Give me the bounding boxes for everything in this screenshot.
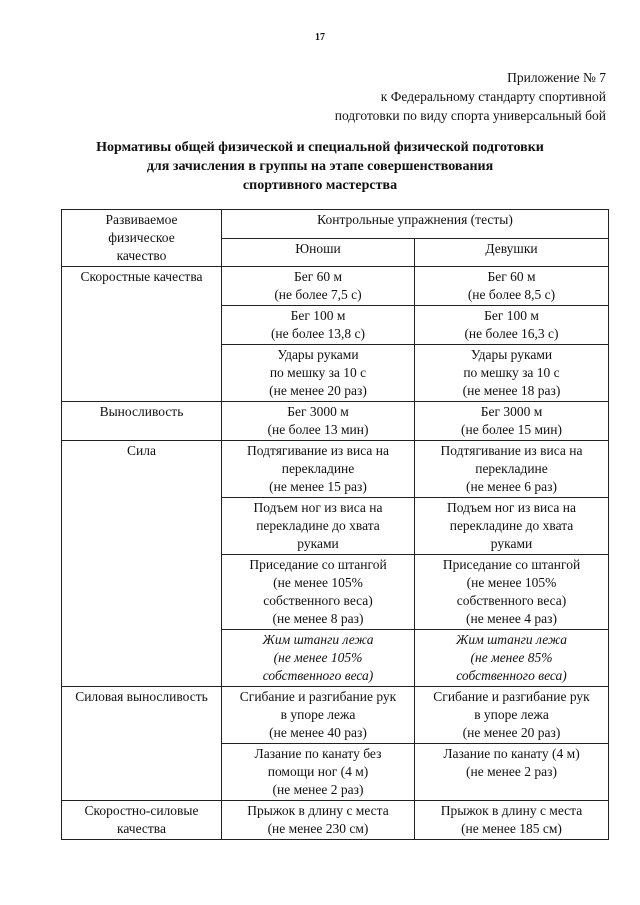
cell-line: помощи ног (4 м) xyxy=(267,764,369,779)
cell-line: в упоре лежа xyxy=(474,707,549,722)
quality-cell xyxy=(62,267,222,402)
cell-line: Приседание со штангой xyxy=(249,557,387,572)
cell-line: Лазание по канату без xyxy=(254,746,382,761)
table-row xyxy=(62,267,609,306)
cell-line: собственного веса) xyxy=(456,668,567,683)
appendix-line: к Федеральному стандарту спортивной xyxy=(380,89,606,104)
header-quality xyxy=(62,210,222,267)
girls-norm-cell xyxy=(415,801,609,840)
cell-line: (не менее 8 раз) xyxy=(272,611,364,626)
cell-line: собственного веса) xyxy=(456,593,567,608)
cell-line: (не менее 105% xyxy=(273,650,363,665)
cell-line: Бег 3000 м xyxy=(287,404,349,419)
cell-line: по мешку за 10 с xyxy=(463,365,560,380)
cell-line: Подъем ног из виса на xyxy=(253,500,383,515)
cell-line: Сгибание и разгибание рук xyxy=(433,689,590,704)
norms-table xyxy=(61,209,609,840)
cell-line: (не более 7,5 с) xyxy=(274,287,362,302)
cell-line: Силовая выносливость xyxy=(75,689,208,704)
girls-norm-cell xyxy=(415,630,609,687)
cell-line: (не более 8,5 с) xyxy=(467,287,556,302)
boys-norm-cell xyxy=(222,402,415,441)
cell-line: Бег 100 м xyxy=(484,308,539,323)
cell-line: собственного веса) xyxy=(262,668,374,683)
cell-line: Бег 60 м xyxy=(487,269,536,284)
header-tests: Контрольные упражнения (тесты) xyxy=(222,210,609,239)
title-line: спортивного мастерства xyxy=(242,178,398,193)
cell-line: Лазание по канату (4 м) xyxy=(443,746,580,761)
appendix-line: подготовки по виду спорта универсальный бой xyxy=(334,108,606,123)
boys-norm-cell xyxy=(222,801,415,840)
header-quality-line: качество xyxy=(116,248,167,263)
cell-line: Скоростно-силовые xyxy=(84,803,199,818)
girls-norm-cell xyxy=(415,441,609,498)
cell-line: перекладине до хвата xyxy=(256,518,380,533)
cell-line: (не менее 2 раз) xyxy=(272,782,364,797)
page-number: 17 xyxy=(315,32,325,43)
boys-norm-cell xyxy=(222,630,415,687)
quality-cell xyxy=(62,687,222,801)
girls-norm-cell xyxy=(415,555,609,630)
girls-norm-cell xyxy=(415,306,609,345)
appendix-heading xyxy=(335,68,606,125)
girls-norm-cell xyxy=(415,402,609,441)
table-row xyxy=(62,441,609,498)
cell-line: Выносливость xyxy=(99,404,184,419)
cell-line: (не менее 85% xyxy=(470,650,553,665)
cell-line: Жим штанги лежа xyxy=(455,632,568,647)
girls-norm-cell xyxy=(415,744,609,801)
appendix-line: Приложение № 7 xyxy=(507,70,606,85)
cell-line: Жим штанги лежа xyxy=(262,632,374,647)
cell-line: Приседание со штангой xyxy=(442,557,581,572)
quality-cell xyxy=(62,402,222,441)
cell-line: (не менее 15 раз) xyxy=(269,479,367,494)
cell-line: перекладине xyxy=(475,461,548,476)
header-quality-line: физическое xyxy=(108,230,175,245)
header-quality-line: Развиваемое xyxy=(105,212,178,227)
cell-line: (не менее 230 см) xyxy=(267,821,369,836)
cell-line: Подъем ног из виса на xyxy=(446,500,577,515)
table-row xyxy=(62,402,609,441)
cell-line: Подтягивание из виса на xyxy=(440,443,583,458)
cell-line: Удары руками xyxy=(470,347,553,362)
cell-line: Прыжок в длину с места xyxy=(247,803,389,818)
cell-line: Подтягивание из виса на xyxy=(247,443,389,458)
boys-norm-cell xyxy=(222,744,415,801)
cell-line: (не более 13,8 с) xyxy=(270,326,366,341)
cell-line: (не менее 185 см) xyxy=(461,821,562,836)
header-girls: Девушки xyxy=(415,238,609,267)
cell-line: (не более 13 мин) xyxy=(267,422,369,437)
cell-line: (не менее 6 раз) xyxy=(466,479,557,494)
table-row xyxy=(62,801,609,840)
quality-cell xyxy=(62,801,222,840)
quality-cell xyxy=(62,441,222,687)
girls-norm-cell xyxy=(415,687,609,744)
boys-norm-cell xyxy=(222,498,415,555)
cell-line: (не менее 105% xyxy=(466,575,557,590)
cell-line: (не менее 40 раз) xyxy=(269,725,367,740)
cell-line: (не более 16,3 с) xyxy=(464,326,559,341)
boys-norm-cell xyxy=(222,555,415,630)
cell-line: в упоре лежа xyxy=(280,707,356,722)
cell-line: собственного веса) xyxy=(263,593,373,608)
cell-line: по мешку за 10 с xyxy=(269,365,367,380)
norms-table-body xyxy=(62,210,609,840)
boys-norm-cell xyxy=(222,267,415,306)
title-line: для зачисления в группы на этапе совершенствования xyxy=(146,159,494,174)
boys-norm-cell xyxy=(222,306,415,345)
cell-line: Бег 3000 м xyxy=(480,404,543,419)
cell-line: руками xyxy=(490,536,533,551)
boys-norm-cell xyxy=(222,441,415,498)
cell-line: руками xyxy=(297,536,339,551)
title-line: Нормативы общей физической и специальной физической подготовки xyxy=(96,140,544,155)
cell-line: (не менее 20 раз) xyxy=(269,383,367,398)
boys-norm-cell xyxy=(222,345,415,402)
cell-line: (не менее 2 раз) xyxy=(466,764,557,779)
cell-line: качества xyxy=(116,821,166,836)
cell-line: Удары руками xyxy=(277,347,359,362)
cell-line: (не менее 20 раз) xyxy=(462,725,561,740)
cell-line: (не менее 18 раз) xyxy=(462,383,561,398)
cell-line: Бег 60 м xyxy=(293,269,343,284)
cell-line: Сгибание и разгибание рук xyxy=(239,689,397,704)
cell-line: (не менее 4 раз) xyxy=(466,611,557,626)
girls-norm-cell xyxy=(415,345,609,402)
table-header-row xyxy=(62,210,609,239)
cell-line: Бег 100 м xyxy=(290,308,346,323)
cell-line: (не более 15 мин) xyxy=(461,422,562,437)
cell-line: Сила xyxy=(127,443,156,458)
girls-norm-cell xyxy=(415,267,609,306)
girls-norm-cell xyxy=(415,498,609,555)
cell-line: перекладине xyxy=(281,461,355,476)
document-title xyxy=(60,138,580,195)
cell-line: Прыжок в длину с места xyxy=(440,803,583,818)
header-boys: Юноши xyxy=(222,238,415,267)
cell-line: перекладине до хвата xyxy=(449,518,574,533)
cell-line: Скоростные качества xyxy=(80,269,203,284)
cell-line: (не менее 105% xyxy=(273,575,363,590)
boys-norm-cell xyxy=(222,687,415,744)
table-row xyxy=(62,687,609,744)
